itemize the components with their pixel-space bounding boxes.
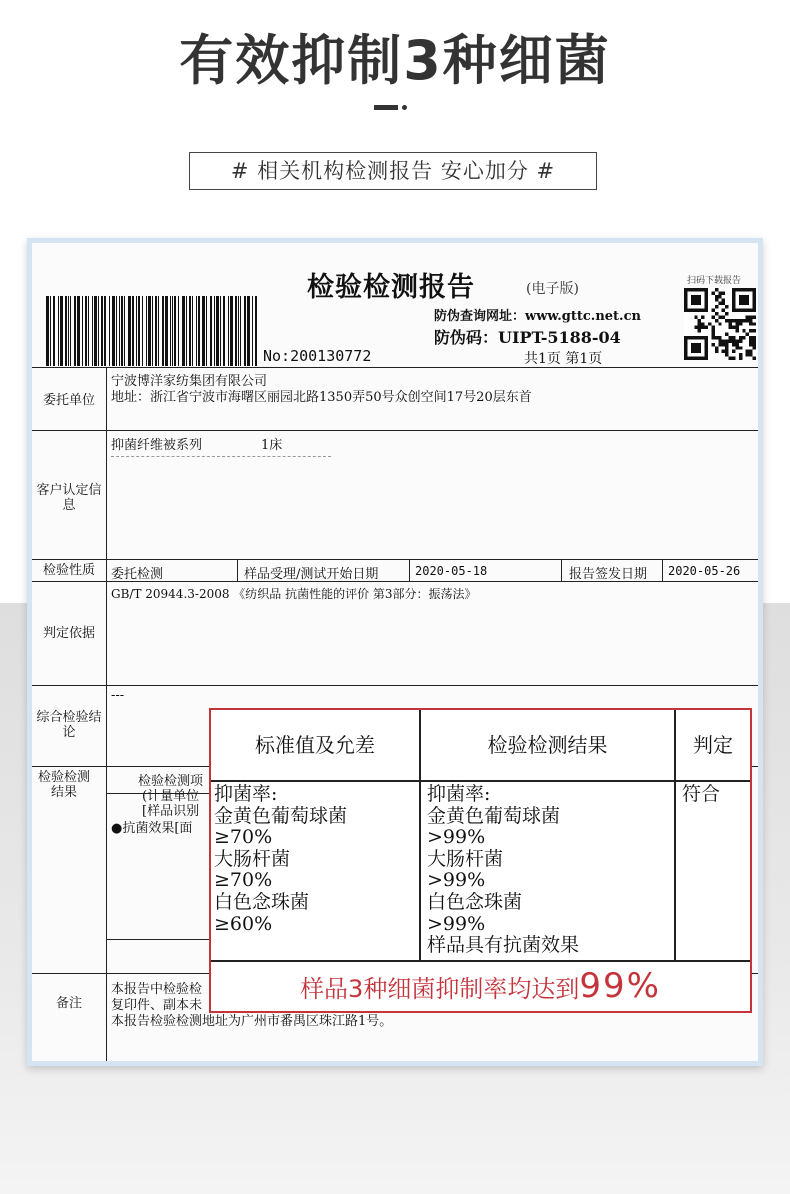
standard-line: ≥60% bbox=[214, 912, 273, 935]
grid-line bbox=[32, 430, 758, 431]
results-col-item: 检验检测项 bbox=[138, 774, 204, 789]
tagline-box: # 相关机构检测报告 安心加分 # bbox=[189, 152, 597, 190]
anti-fake-code: 防伪码：UIPT-5188-04 bbox=[434, 328, 621, 347]
results-highlight-table bbox=[209, 708, 752, 1013]
barcode-icon bbox=[46, 296, 260, 366]
grid-line bbox=[106, 939, 216, 940]
report-edition: (电子版) bbox=[526, 281, 579, 297]
grid-line bbox=[32, 685, 758, 686]
grid-line bbox=[32, 367, 758, 368]
remarks-line-2: 复印件、副本未 bbox=[111, 998, 203, 1013]
dotted-line bbox=[111, 456, 331, 457]
client-name: 宁波博洋家纺集团有限公司 bbox=[111, 374, 268, 389]
grid-line bbox=[237, 559, 238, 581]
standard-line: 金黄色葡萄球菌 bbox=[214, 804, 348, 827]
basis-value: GB/T 20944.3-2008 《纺织品 抗菌性能的评价 第3部分：振荡法》 bbox=[111, 587, 477, 601]
results-col-unit: (计量单位 bbox=[142, 789, 200, 804]
nature-label: 检验性质 bbox=[42, 563, 95, 578]
issue-label: 报告签发日期 bbox=[569, 567, 648, 582]
header-standard: 标准值及允差 bbox=[255, 733, 375, 757]
page-headline: 有效抑制3种细菌 bbox=[179, 29, 611, 92]
verdict-value: 符合 bbox=[682, 783, 721, 805]
anti-fake-url: 防伪查询网址：www.gttc.net.cn bbox=[434, 309, 641, 324]
results-item: ●抗菌效果[面 bbox=[111, 821, 193, 836]
summary-text: 样品3种细菌抑制率均达到 bbox=[300, 975, 580, 1003]
results-label: 检验检测结果 bbox=[37, 770, 90, 800]
client-address: 地址：浙江省宁波市海曙区丽园北路1350弄50号众创空间17号20层东首 bbox=[111, 390, 532, 405]
result-line: 大肠杆菌 bbox=[427, 847, 504, 870]
qr-caption: 扫码下载报告 bbox=[687, 276, 742, 286]
remarks-line-3: 本报告检验检测地址为广州市番禺区珠江路1号。 bbox=[111, 1014, 393, 1029]
customer-label: 客户认定信息 bbox=[36, 483, 102, 513]
grid-line bbox=[32, 559, 758, 560]
standard-line: 抑菌率: bbox=[214, 783, 278, 805]
table-line bbox=[211, 780, 750, 782]
remarks-label: 备注 bbox=[55, 996, 82, 1011]
header-verdict: 判定 bbox=[693, 733, 733, 757]
conclusion-label: 综合检验结论 bbox=[36, 710, 102, 740]
grid-line bbox=[106, 367, 107, 1061]
result-line: 样品具有抗菌效果 bbox=[427, 934, 580, 957]
customer-product: 抑菌纤维被系列 bbox=[111, 438, 203, 453]
received-label: 样品受理/测试开始日期 bbox=[244, 567, 379, 582]
basis-label: 判定依据 bbox=[42, 626, 95, 641]
client-label: 委托单位 bbox=[42, 393, 95, 408]
grid-line bbox=[662, 559, 663, 581]
report-number: No:200130772 bbox=[263, 347, 372, 365]
result-line: 金黄色葡萄球菌 bbox=[427, 804, 561, 827]
result-line: 抑菌率: bbox=[427, 783, 491, 805]
standard-line: ≥70% bbox=[214, 869, 273, 892]
remarks-line-1: 本报告中检验检 bbox=[111, 982, 203, 997]
summary-percentage: 99% bbox=[579, 966, 661, 1006]
result-line: 白色念珠菌 bbox=[427, 890, 523, 913]
result-line: >99% bbox=[427, 869, 486, 892]
results-col-sample: [样品识别 bbox=[142, 804, 200, 819]
received-date: 2020-05-18 bbox=[415, 564, 488, 578]
customer-quantity: 1床 bbox=[261, 438, 283, 453]
divider-mark bbox=[374, 105, 408, 111]
summary-banner bbox=[211, 962, 750, 1011]
qr-code-icon bbox=[684, 288, 756, 360]
report-title: 检验检测报告 bbox=[307, 272, 475, 303]
grid-line bbox=[409, 559, 410, 581]
standard-values bbox=[214, 784, 347, 935]
standard-line: 大肠杆菌 bbox=[214, 847, 291, 870]
header-result: 检验检测结果 bbox=[487, 733, 608, 757]
result-values bbox=[427, 784, 579, 957]
result-line: >99% bbox=[427, 912, 486, 935]
grid-line bbox=[561, 559, 562, 581]
page-indicator: 共1页 第1页 bbox=[524, 351, 603, 367]
conclusion-value: --- bbox=[111, 688, 125, 703]
result-line: >99% bbox=[427, 826, 486, 849]
standard-line: 白色念珠菌 bbox=[214, 890, 310, 913]
issue-date: 2020-05-26 bbox=[668, 564, 741, 578]
nature-value: 委托检测 bbox=[111, 567, 164, 582]
standard-line: ≥70% bbox=[214, 826, 273, 849]
